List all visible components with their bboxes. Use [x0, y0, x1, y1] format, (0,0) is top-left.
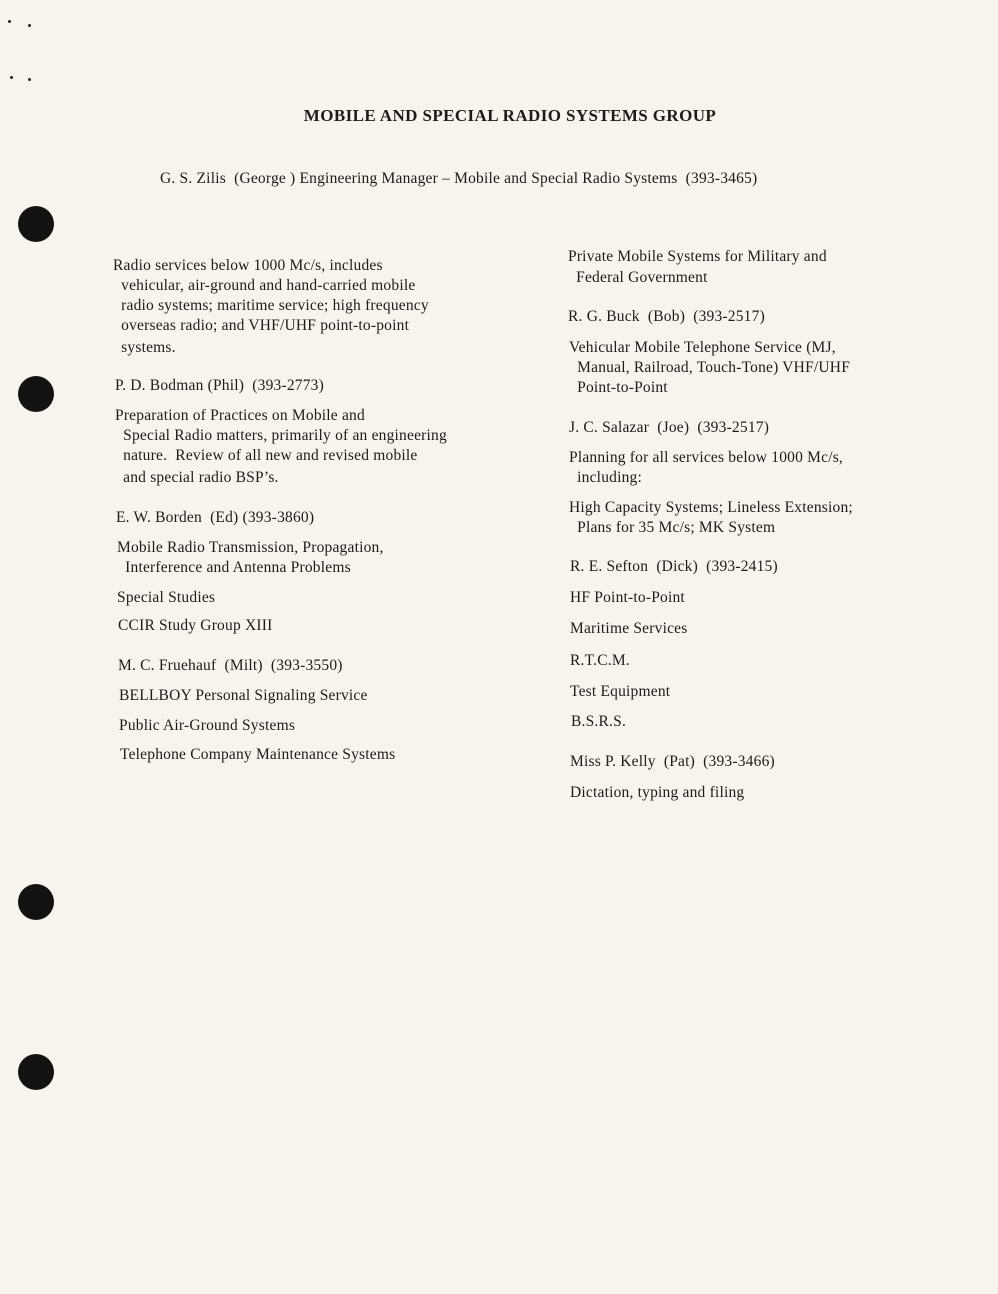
left-line: E. W. Borden (Ed) (393-3860): [116, 509, 315, 526]
left-line: and special radio BSP’s.: [115, 469, 279, 486]
left-line: Special Studies: [117, 589, 216, 606]
left-line: vehicular, air-ground and hand-carried mobile: [113, 277, 416, 294]
left-line: Mobile Radio Transmission, Propagation,: [117, 539, 384, 556]
right-line: R. E. Sefton (Dick) (393-2415): [570, 558, 778, 575]
punch-hole: [18, 1054, 54, 1090]
right-line: Plans for 35 Mc/s; MK System: [569, 519, 776, 536]
right-line: High Capacity Systems; Lineless Extension;: [569, 499, 853, 516]
left-line: P. D. Bodman (Phil) (393-2773): [115, 377, 324, 394]
page-title: MOBILE AND SPECIAL RADIO SYSTEMS GROUP: [303, 106, 717, 125]
paper-speck: [8, 20, 11, 23]
right-line: J. C. Salazar (Joe) (393-2517): [569, 419, 770, 436]
left-line: radio systems; maritime service; high frequency: [113, 297, 429, 314]
left-line: overseas radio; and VHF/UHF point-to-point: [113, 317, 410, 334]
paper-speck: [28, 78, 31, 81]
right-line: B.S.R.S.: [571, 713, 627, 730]
left-line: Public Air-Ground Systems: [119, 717, 296, 734]
left-line: Telephone Company Maintenance Systems: [120, 746, 396, 763]
manager-line: G. S. Zilis (George ) Engineering Manager – Mobile and Special Radio Systems (393-3465): [160, 170, 758, 187]
left-line: nature. Review of all new and revised mobile: [115, 447, 418, 464]
left-line: Radio services below 1000 Mc/s, includes: [113, 257, 383, 274]
right-line: R.T.C.M.: [570, 652, 630, 669]
punch-hole: [18, 206, 54, 242]
right-line: Test Equipment: [570, 683, 671, 700]
left-line: CCIR Study Group XIII: [118, 617, 273, 634]
left-line: Preparation of Practices on Mobile and: [115, 407, 365, 424]
right-line: Federal Government: [568, 269, 708, 286]
right-line: R. G. Buck (Bob) (393-2517): [568, 308, 765, 325]
right-line: Maritime Services: [570, 620, 688, 637]
right-line: Vehicular Mobile Telephone Service (MJ,: [569, 339, 836, 356]
punch-hole: [18, 884, 54, 920]
right-line: HF Point-to-Point: [570, 589, 685, 606]
right-line: Dictation, typing and filing: [570, 784, 745, 801]
right-line: Planning for all services below 1000 Mc/s,: [569, 449, 844, 466]
left-line: BELLBOY Personal Signaling Service: [119, 687, 368, 704]
right-line: Private Mobile Systems for Military and: [568, 248, 827, 265]
right-line: including:: [569, 469, 643, 486]
right-line: Point-to-Point: [569, 379, 668, 396]
left-line: Special Radio matters, primarily of an engineering: [115, 427, 447, 444]
right-line: Manual, Railroad, Touch-Tone) VHF/UHF: [569, 359, 851, 376]
punch-hole: [18, 376, 54, 412]
paper-speck: [10, 76, 13, 79]
left-line: M. C. Fruehauf (Milt) (393-3550): [118, 657, 343, 674]
left-line: systems.: [113, 339, 176, 356]
paper-speck: [28, 24, 31, 27]
right-line: Miss P. Kelly (Pat) (393-3466): [570, 753, 775, 770]
left-line: Interference and Antenna Problems: [117, 559, 351, 576]
